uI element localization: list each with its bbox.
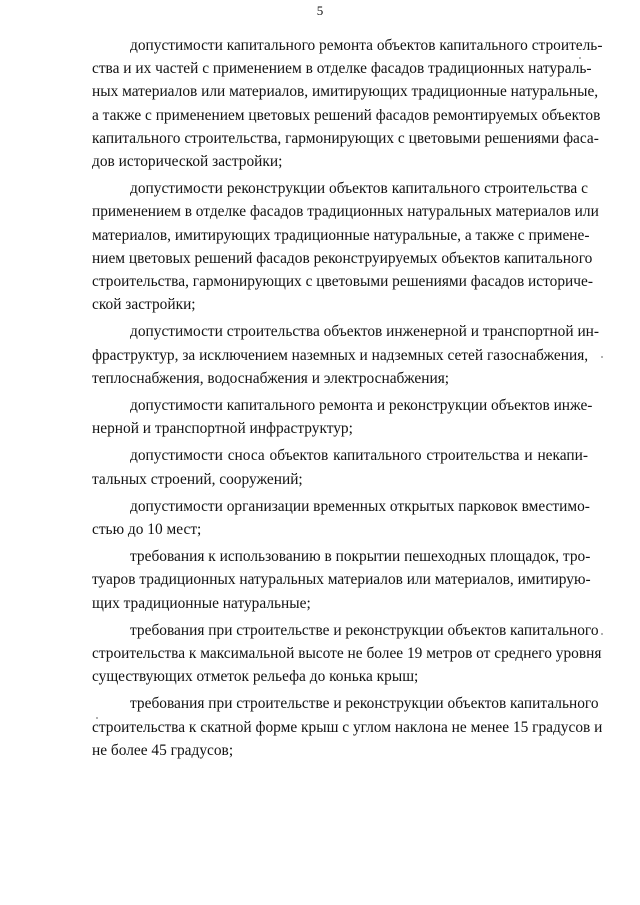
text-line: дов исторической застройки; [92,153,283,171]
scan-artifact [579,57,581,59]
scan-artifact [96,717,98,719]
text-line: допустимости капитального ремонта и реконструкции объектов инже- [130,397,593,415]
paragraph [92,177,599,316]
paragraph [92,545,591,615]
text-line: тальных строений, сооружений; [92,470,303,488]
paragraph [92,444,588,490]
text-line: капитального строительства, гармонирующих с цветовыми решениями фаса- [92,129,599,147]
scan-artifact [601,633,603,635]
text-line: строительства к скатной форме крыш с углом наклона не менее 15 градусов и [92,718,603,736]
text-line: не более 45 градусов; [92,741,234,759]
page-number: 5 [316,3,324,18]
document-body [92,34,603,766]
paragraph [92,394,593,440]
paragraph [92,692,603,762]
text-line: материалов, имитирующих традиционные натуральные, а также с примене- [92,226,590,244]
text-line: стью до 10 мест; [92,521,202,539]
text-line: допустимости капитального ремонта объектов капитального строитель- [130,37,603,54]
paragraph [92,495,588,541]
text-line: требования к использованию в покрытии пешеходных площадок, тро- [130,548,591,566]
text-line: фраструктур, за исключением наземных и надземных сетей газоснабжения, [92,346,589,364]
scan-artifact [601,356,603,358]
text-line: допустимости сноса объектов капитального строительства и некапи- [130,447,588,465]
text-line: а также с применением цветовых решений фасадов ремонтируемых объектов [92,106,601,124]
text-line: требования при строительстве и реконструкции объектов капитального [130,695,599,713]
text-line: требования при строительстве и реконструкции объектов капитального [130,621,599,639]
text-line: строительства к максимальной высоте не более 19 метров от среднего уровня [92,645,602,663]
text-line: допустимости строительства объектов инженерной и транспортной ин- [130,323,600,341]
text-line: нием цветовых решений фасадов реконструируемых объектов капитального [92,249,593,267]
text-line: допустимости реконструкции объектов капитального строительства с [130,180,588,198]
text-line: существующих отметок рельефа до конька крыш; [92,668,419,686]
text-line: ства и их частей с применением в отделке фасадов традиционных натураль- [92,60,592,78]
paragraph [92,619,602,689]
text-line: ской застройки; [92,296,196,314]
text-line: применением в отделке фасадов традиционных натуральных материалов или [92,203,599,221]
text-line: туаров традиционных натуральных материалов или материалов, имитирую- [92,571,591,589]
text-line: ных материалов или материалов, имитирующих традиционные натуральные, [92,83,599,101]
text-line: допустимости организации временных открытых парковок вместимо- [130,497,590,515]
paragraph [92,34,603,173]
paragraph [92,320,600,390]
text-line: строительства, гармонирующих с цветовыми решениями фасадов историче- [92,273,593,291]
text-line: нерной и транспортной инфраструктур; [92,420,353,438]
text-line: теплоснабжения, водоснабжения и электроснабжения; [92,369,450,387]
text-line: щих традиционные натуральные; [92,594,311,612]
